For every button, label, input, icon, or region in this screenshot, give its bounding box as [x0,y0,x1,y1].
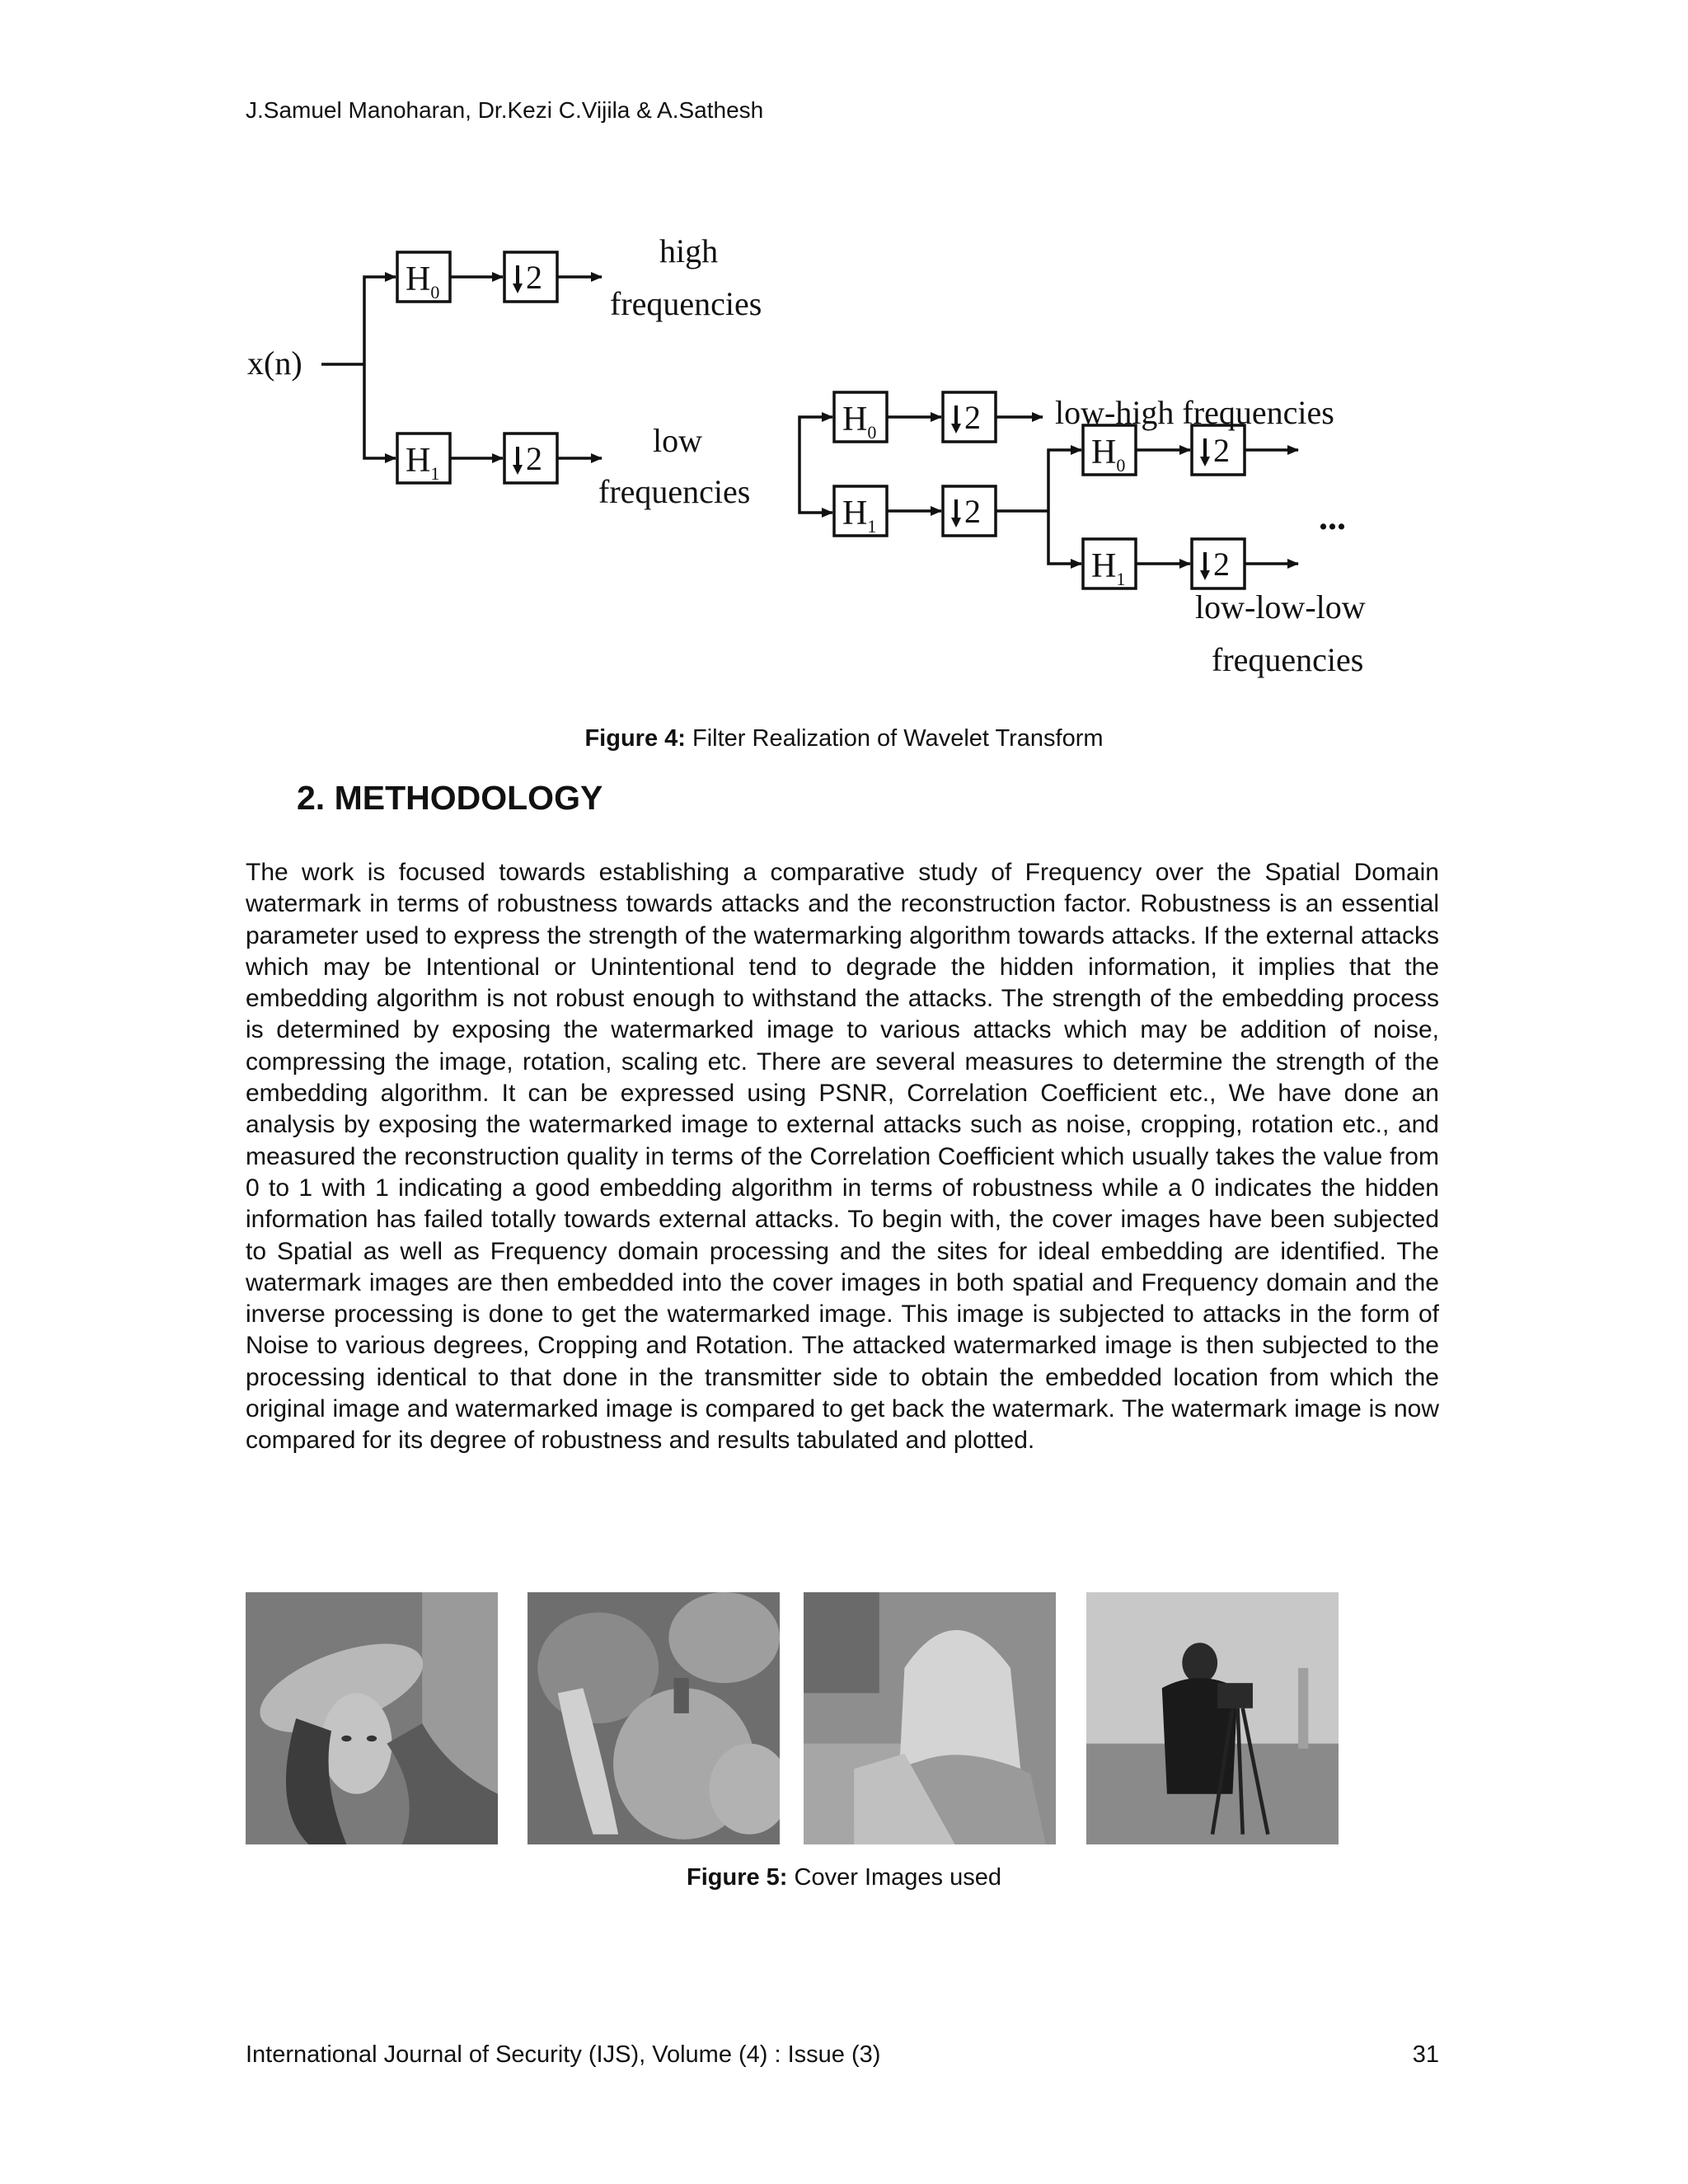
cover-image-4 [1086,1592,1339,1844]
downsample-arrow-icon [951,499,961,527]
cover-image-3 [804,1592,1056,1844]
high-frequencies-label-line2: frequencies [610,285,762,322]
downsample-factor: 2 [526,259,542,296]
footer-page-number: 31 [1412,2041,1439,2068]
section-title: 2. METHODOLOGY [297,779,603,817]
downsample-arrow-icon [951,405,961,434]
cover-image-1 [246,1592,498,1844]
downsample-factor: 2 [1213,546,1230,583]
filter-h0-stage1: $H_0$ [406,260,440,302]
downsample-factor: 2 [964,493,981,530]
filter-h1-stage3: $H_1$ [1091,547,1126,589]
low-low-low-label-line1: low-low-low [1195,588,1366,626]
figure4-caption: Figure 4: Filter Realization of Wavelet Transform [584,725,1104,752]
downsample-arrow-icon [1200,438,1210,466]
filter-h0-stage2: $H_0$ [842,401,877,443]
wavelet-filter-bank-diagram [231,223,1442,709]
downsample-factor: 2 [964,399,981,436]
figure5-caption: Figure 5: Cover Images used [687,1864,1001,1891]
low-frequencies-label-line2: frequencies [598,473,751,510]
filter-h1-stage2: $H_1$ [842,494,877,537]
input-signal-label: x(n) [247,344,302,382]
methodology-paragraph: The work is focused towards establishing a comparative study of Frequency over the Spatial Domain watermark in terms of robustness towards attacks and the reconstruction factor. Robustness is an essential parameter used to express the strength of the watermarking algorithm towards attacks. If the external attacks which may be Intentional or Unintentional tend to degrade the hidden information, it implies that the embedding algorithm is not robust enough to withstand the attacks. The strength of the embedding process is determined by exposing the watermarked image to various attacks which may be addition of noise, compressing the image, rotation, scaling etc. There are several measures to determine the strength of the embedding algorithm. It can be expressed using PSNR, Correlation Coefficient etc., We have done an analysis by exposing the watermarked image to external attacks such as noise, cropping, rotation etc., and measured the reconstruction quality in terms of the Correlation Coefficient which usually takes the value from 0 to 1 with 1 indicating a good embedding algorithm in terms of robustness while a 0 indicates the hidden information has failed totally towards external attacks. To begin with, the cover images have been subjected to Spatial as well as Frequency domain processing and the sites for ideal embedding are identified. The watermark images are then embedded into the cover images in both spatial and Frequency domain and the inverse processing is done to get the watermarked image. This image is subjected to attacks in the form of Noise to various degrees, Cropping and Rotation. The attacked watermarked image is then subjected to the processing identical to that done in the transmitter side to obtain the embedded location from which the original image and watermarked image is compared to get back the watermark. The watermark image is now compared for its degree of robustness and results tabulated and plotted. [246,859,1439,1455]
downsample-factor: 2 [526,440,542,477]
low-high-frequencies-label: low-high frequencies [1055,394,1334,431]
low-frequencies-label-line1: low [653,422,702,459]
cover-image-2 [528,1592,780,1844]
downsample-arrow-icon [513,265,523,293]
running-head-authors: J.Samuel Manoharan, Dr.Kezi C.Vijila & A.Sathesh [246,97,764,123]
low-low-low-label-line2: frequencies [1212,641,1364,678]
footer-journal: International Journal of Security (IJS), Volume (4) : Issue (3) [246,2041,881,2068]
downsample-factor: 2 [1213,432,1230,469]
filter-h0-stage3: $H_0$ [1091,434,1126,476]
filter-h1-stage1: $H_1$ [406,442,440,484]
downsample-arrow-icon [513,447,523,475]
ellipsis-label: ... [1319,497,1346,537]
high-frequencies-label-line1: high [659,232,719,269]
downsample-arrow-icon [1200,552,1210,580]
